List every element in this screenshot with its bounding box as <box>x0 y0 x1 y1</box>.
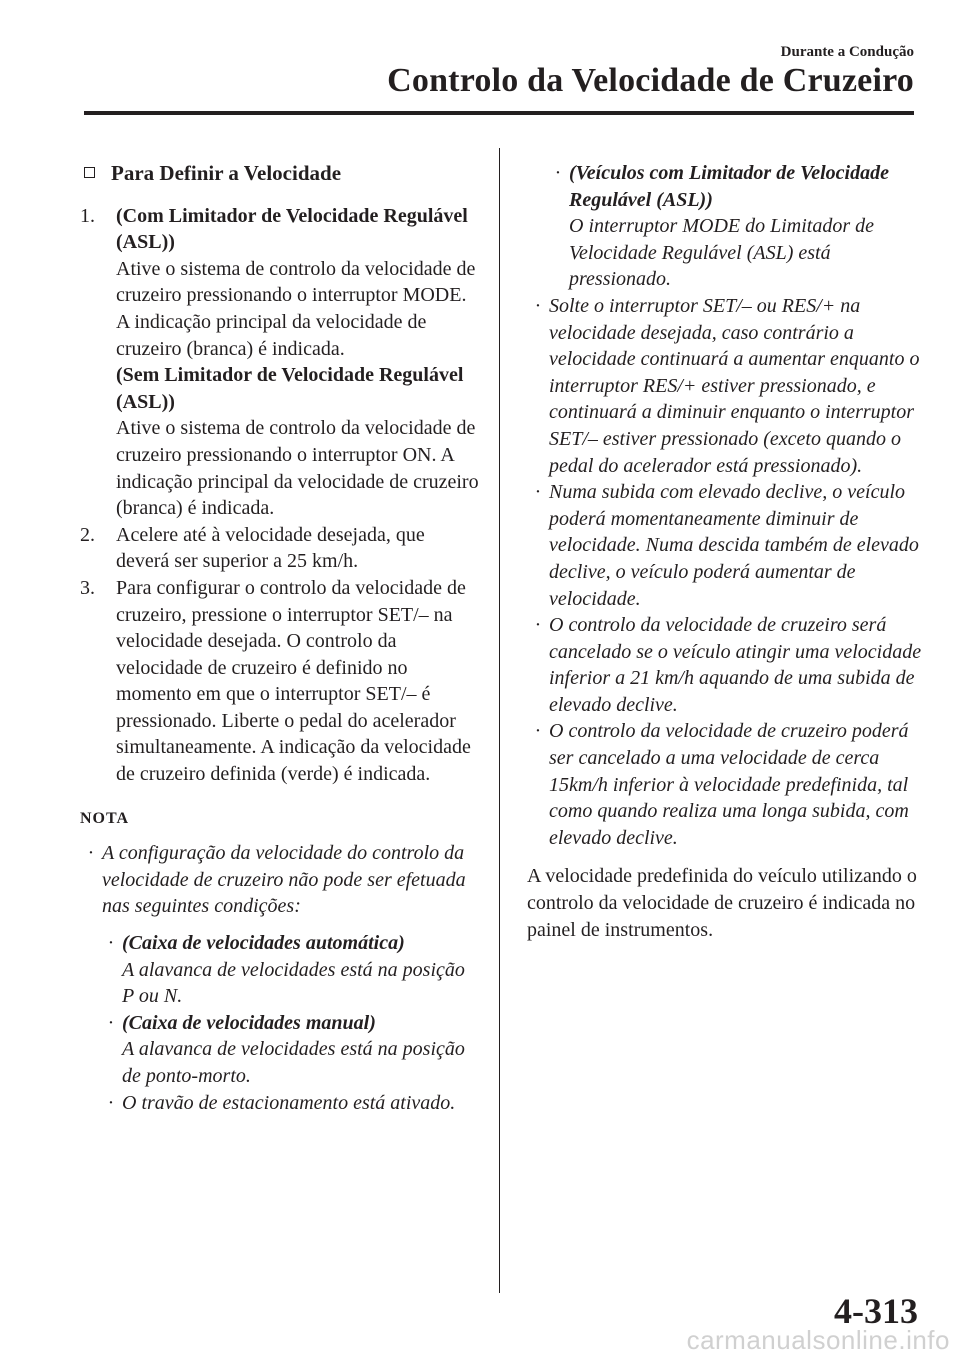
bullet-dot-icon: · <box>87 842 95 865</box>
page-title: Controlo da Velocidade de Cruzeiro <box>387 62 914 99</box>
step-text: Para configurar o controlo da velocidade de cruzeiro, pressione o interruptor SET/⁠– na velocidade desejada. O controlo da velocidade de cruzeiro é definido no momento em que o interruptor SET/– é pressionado. Liberte o pedal do acelerador simultaneamente. A indicação da velocidade de cruzeiro definida (verde) é indicada. <box>116 576 471 786</box>
note-bullet-text: Numa subida com elevado declive, o veículo poderá momentaneamente diminuir de velocidade. Numa descida também de elevado declive, o veículo poderá aumentar de velocidade. <box>549 481 919 610</box>
bullet-dot-icon: · <box>554 162 562 184</box>
note-sub-text: A alavanca de velocidades está na posição P ou N. <box>122 958 465 1008</box>
note-sub-bullet <box>100 1010 480 1090</box>
bullet-dot-icon: · <box>107 1011 115 1034</box>
step-heading: (Com Limitador de Velocidade Regulável (ASL)) <box>116 204 468 254</box>
step-text: Ative o sistema de controlo da velocidade de cruzeiro pressionando o interruptor ON. A indicação principal da velocidade de cruzeiro (branca) é indicada. <box>116 417 479 520</box>
step-number: 1. <box>80 204 95 227</box>
note-sub-bullet <box>100 930 480 1010</box>
bullet-dot-icon: · <box>534 294 542 317</box>
section-title <box>80 160 480 187</box>
bullet-dot-icon: · <box>534 481 542 504</box>
step-3 <box>80 575 480 788</box>
watermark: carmanualsonline.info <box>686 1325 950 1355</box>
note-bullet <box>527 718 927 851</box>
square-bullet-icon <box>84 167 95 178</box>
note-bullet-text: Solte o interruptor SET/– ou RES/+ na velocidade desejada, caso contrário a velocidade continuará a aumentar enquanto o interruptor RES/+ estiver pressionado, e continuará a diminuir enquanto o interruptor SET/– estiver pressionado (exceto quando o pedal do acelerador está pressionado). <box>549 294 920 477</box>
bullet-dot-icon: · <box>107 932 115 955</box>
step-1 <box>80 203 480 522</box>
note-sub-text: O travão de estacionamento está ativado. <box>122 1091 456 1114</box>
column-divider <box>499 148 500 1293</box>
note-intro: A configuração da velocidade do controlo da velocidade de cruzeiro não pode ser efetuada nas seguintes condições: <box>102 842 466 918</box>
step-body <box>116 203 480 522</box>
note-sub-bullet <box>547 160 927 293</box>
step-heading: (Sem Limitador de Velocidade Regulável (ASL)) <box>116 364 464 413</box>
step-text: Ative o sistema de controlo da velocidade de cruzeiro pressionando o interruptor MODE. A indicação principal da velocidade de cruzeiro (branca) é indicada. <box>116 257 476 360</box>
note-bullet-text: O controlo da velocidade de cruzeiro será cancelado se o veículo atingir uma velocidade inferior a 21 km/h aquando de uma subida de elevado declive. <box>549 614 922 716</box>
left-column <box>80 160 480 1116</box>
page-number: 4-313 <box>834 1291 918 1331</box>
header-section: Durante a Condução <box>780 44 914 60</box>
step-text: Acelere até à velocidade desejada, que deverá ser superior a 25 km/h. <box>116 523 425 573</box>
right-column <box>527 160 927 943</box>
bullet-dot-icon: · <box>534 614 542 637</box>
bullet-dot-icon: · <box>534 720 542 743</box>
note-sub-heading: (Caixa de velocidades manual) <box>122 1011 376 1034</box>
note-title: NOTA <box>80 809 130 827</box>
note-sub-heading: (Caixa de velocidades automática) <box>122 932 405 955</box>
note-sub-bullet <box>100 1090 480 1117</box>
note-sub-text: O interruptor MODE do Limitador de Velocidade Regulável (ASL) está pressionado. <box>569 215 874 291</box>
note-sub-heading: (Veículos com Limitador de Velocidade Regulável (ASL)) <box>569 162 889 211</box>
note-bullet <box>527 479 927 612</box>
bullet-dot-icon: · <box>107 1091 115 1114</box>
note-bullet <box>527 612 927 718</box>
note-bullet-text: O controlo da velocidade de cruzeiro poderá ser cancelado a uma velocidade de cerca 15km/h inferior à velocidade predefinida, tal como quando realiza uma longa subida, com elevado declive. <box>549 720 909 849</box>
header-rule <box>84 111 914 115</box>
section-title-text: Para Definir a Velocidade <box>111 161 342 185</box>
note-sub-text: A alavanca de velocidades está na posição de ponto-morto. <box>122 1038 465 1087</box>
step-2 <box>80 522 480 575</box>
closing-paragraph: A velocidade predefinida do veículo utilizando o controlo da velocidade de cruzeiro é indicada no painel de instrumentos. <box>527 865 917 941</box>
note-bullet <box>80 840 480 920</box>
step-number: 3. <box>80 576 95 599</box>
note-bullet <box>527 293 927 479</box>
step-number: 2. <box>80 523 95 546</box>
